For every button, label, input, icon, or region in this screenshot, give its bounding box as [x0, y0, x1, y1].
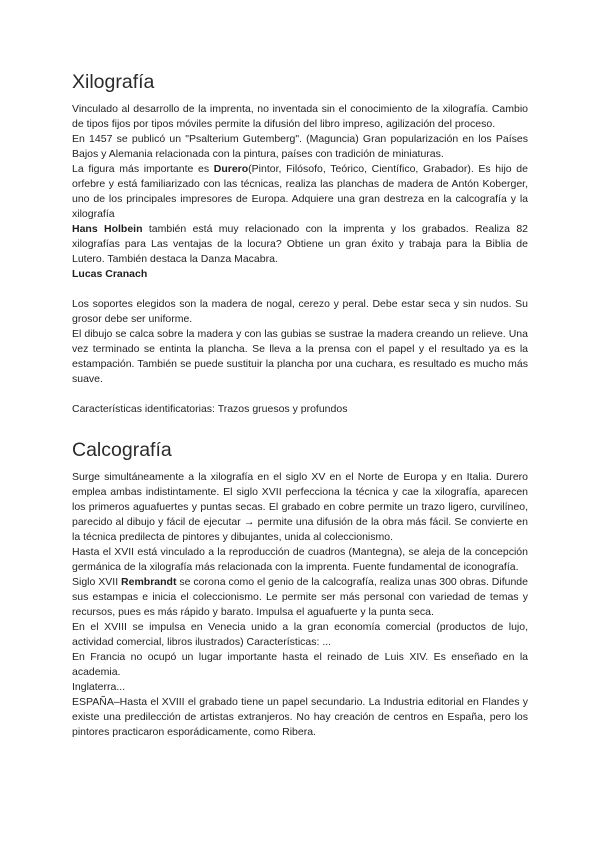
spacer — [72, 282, 528, 297]
xilografia-paragraph-8: Características identificatorias: Trazos gruesos y profundos — [72, 403, 348, 415]
xilografia-paragraph-6: Los soportes elegidos son la madera de nogal, cerezo y peral. Debe estar seca y sin nudos. Su grosor debe ser uniforme. — [72, 298, 528, 325]
rembrandt-name: Rembrandt — [121, 576, 177, 588]
text-run: La figura más importante es — [72, 163, 214, 175]
holbein-name: Hans Holbein — [72, 223, 143, 235]
text-run: se corona como el genio de la calcografía, realiza unas 300 obras. Difunde sus estampas e inicia el coleccionismo. Le permite ser más personal con variedad de temas y recursos, pues es más rápido y barato. Impulsa el aguafuerte y la punta seca. — [72, 576, 528, 618]
xilografia-body — [72, 102, 528, 417]
xilografia-paragraph-1: Vinculado al desarrollo de la imprenta, no inventada sin el conocimiento de la xilografía. Cambio de tipos fijos por tipos móviles permite la difusión del libro impreso, agilización del proceso. — [72, 103, 528, 130]
cranach-name: Lucas Cranach — [72, 268, 148, 280]
calcografia-paragraph-6: Inglaterra... — [72, 681, 126, 693]
calcografia-section — [72, 438, 528, 740]
xilografia-paragraph-4 — [72, 222, 528, 267]
durero-name: Durero — [213, 163, 249, 175]
calcografia-paragraph-2: Hasta el XVII está vinculado a la reproducción de cuadros (Mantegna), se aleja de la concepción germánica de la xilografía más relacionada con la imprenta. Fuente fundamental de iconografía. — [72, 546, 528, 573]
text-run: también está muy relacionado con la imprenta y los grabados. Realiza 82 xilografías para Las ventajas de la locura? Obtiene un gran éxito y trabaja para la Biblia de Lutero. También destaca la Danza Macabra. — [72, 223, 529, 265]
text-run: Siglo XVII — [72, 576, 122, 588]
xilografia-paragraph-5 — [72, 267, 528, 282]
calcografia-paragraph-5: En Francia no ocupó un lugar importante hasta el reinado de Luis XIV. Es enseñado en la academia. — [72, 651, 528, 678]
xilografia-section — [72, 70, 528, 417]
calcografia-paragraph-1: Surge simultáneamente a la xilografía en el siglo XV en el Norte de Europa y en Italia. Durero emplea ambas indistintamente. El siglo XVII perfecciona la técnica y cae la xilografía, aparecen los primeros aguafuertes y puntas secas. El grabado en cobre permite un trazo ligero, curvilíneo, parecido al dibujo y fácil de ejecutar → permite una difusión de la obra más fácil. Se convierte en la técnica predilecta de pintores y dibujantes, unida al coleccionismo. — [72, 471, 528, 543]
calcografia-paragraph-7: ESPAÑA–Hasta el XVIII el grabado tiene un papel secundario. La Industria editorial en Flandes y existe una predilección de artistas extranjeros. No hay creación de centros en España, pero los pintores practicaron esporádicamente, como Ribera. — [72, 696, 528, 738]
xilografia-paragraph-3 — [72, 162, 528, 222]
spacer — [72, 387, 528, 402]
xilografia-paragraph-7: El dibujo se calca sobre la madera y con las gubias se sustrae la madera creando un relieve. Una vez terminado se entinta la plancha. Se lleva a la prensa con el papel y el resultado ya es la estampación. También se puede sustituir la plancha por una cuchara, es resultado es mucho más suave. — [72, 328, 528, 385]
text-run: (Pintor, Filósofo, Teórico, Científico, Grabador). Es hijo de orfebre y está familiarizado con las técnicas, realiza las planchas de madera de Antón Koberger, uno de los principales impresores de Europa. Adquiere una gran destreza en la calcografía y la xilografía — [72, 163, 528, 220]
calcografia-body — [72, 470, 528, 740]
calcografia-title: Calcografía — [72, 439, 172, 461]
xilografia-title: Xilografía — [72, 71, 155, 93]
calcografia-paragraph-3 — [72, 575, 528, 620]
xilografia-paragraph-2: En 1457 se publicó un "Psalterium Gutemberg". (Maguncia) Gran popularización en los Países Bajos y Alemania relacionada con la pintura, países con tradición de miniaturas. — [72, 133, 528, 160]
calcografia-paragraph-4: En el XVIII se impulsa en Venecia unido a la gran economía comercial (productos de lujo, actividad comercial, libros ilustrados) Características: ... — [72, 621, 528, 648]
